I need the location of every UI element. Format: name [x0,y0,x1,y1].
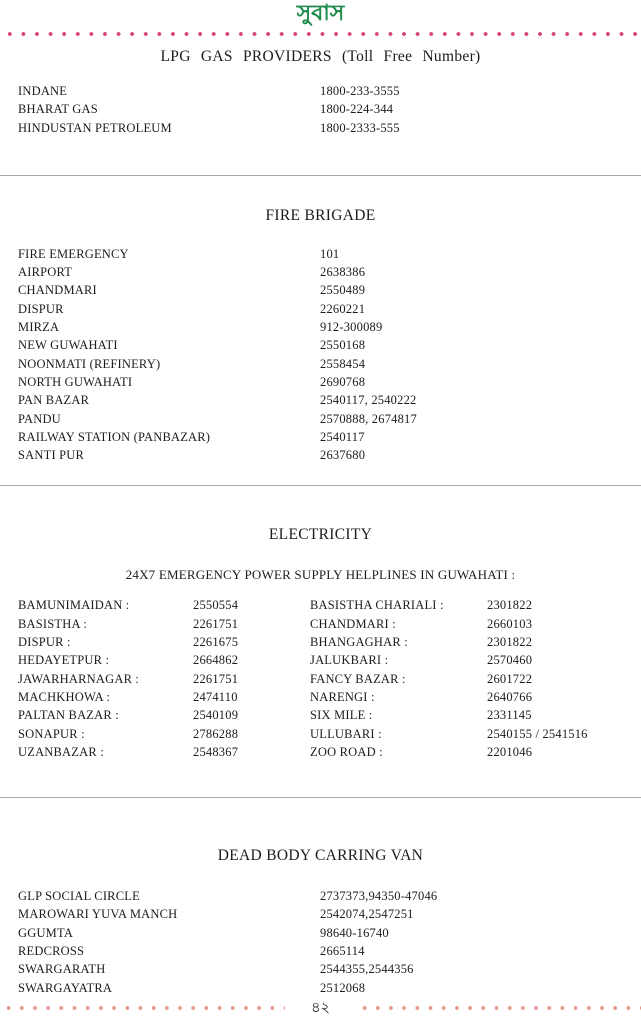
entry-number: 2570888, 2674817 [320,411,417,426]
entry-number: 98640-16740 [320,925,389,940]
directory-row [0,725,641,743]
entry-number: 2690768 [320,374,366,389]
entry-number: 2542074,2547251 [320,907,414,922]
entry-name: MACHKHOWA : [18,689,111,704]
entry-number: 2548367 [193,744,239,759]
entry-number: 1800-233-3555 [320,84,400,98]
fire-section-title: FIRE BRIGADE [265,206,376,224]
entry-name: PAN BAZAR [18,393,90,408]
directory-row [0,281,641,299]
entry-name: CHANDMARI [18,283,97,298]
bottom-dotted-rule-right [356,1005,641,1011]
entry-number: 2637680 [320,448,366,463]
directory-row [0,633,641,651]
entry-number: 2261751 [193,616,239,631]
directory-row [0,82,641,100]
entry-number: 2540155 / 2541516 [487,726,588,741]
directory-row [0,410,641,428]
entry-name: RAILWAY STATION (PANBAZAR) [18,429,211,444]
entry-name: BAMUNIMAIDAN : [18,598,130,613]
entry-name: NEW GUWAHATI [18,338,118,353]
directory-row [0,336,641,354]
page-footer [0,1000,641,1016]
masthead-title: সুবাস [296,0,345,25]
directory-row [0,391,641,409]
electricity-list [0,596,641,761]
directory-row [0,355,641,373]
entry-number: 2512068 [320,980,366,995]
entry-number: 2301822 [487,635,533,650]
entry-number: 2544355,2544356 [320,962,414,977]
directory-row [0,119,641,137]
directory-row [0,924,641,942]
entry-name: FIRE EMERGENCY [18,246,129,261]
entry-number: 2540117, 2540222 [320,393,417,408]
entry-number: 2558454 [320,356,366,371]
entry-name: PALTAN BAZAR : [18,708,119,723]
entry-name: NORTH GUWAHATI [18,374,133,389]
top-dotted-rule [0,31,641,37]
entry-name: MIRZA [18,320,60,335]
directory-row [0,960,641,978]
entry-name: ULLUBARI : [310,726,382,741]
entry-name: ZOO ROAD : [310,744,383,759]
entry-name: DISPUR [18,301,64,316]
section-divider [0,175,641,176]
bottom-dotted-rule-left [0,1005,285,1011]
entry-name: PANDU [18,411,61,426]
directory-row [0,615,641,633]
entry-name: SWARGARATH [18,962,106,977]
entry-name: REDCROSS [18,944,85,959]
entry-name: SWARGAYATRA [18,980,113,995]
section-divider [0,485,641,486]
entry-name: HEDAYETPUR : [18,653,110,668]
entry-number: 2665114 [320,944,365,959]
electricity-section-title: ELECTRICITY [268,526,373,544]
entry-name: UZANBAZAR : [18,744,104,759]
entry-number: 1800-2333-555 [320,120,400,135]
lpg-list [0,82,641,137]
directory-row [0,942,641,960]
entry-name: SIX MILE : [310,708,373,723]
entry-number: 2660103 [487,616,533,631]
entry-name: DISPUR : [18,635,71,650]
directory-row [0,373,641,391]
directory-row [0,743,641,761]
directory-row [0,428,641,446]
entry-name: BASISTHA : [18,616,88,631]
entry-number: 101 [320,246,340,261]
entry-name: BASISTHA CHARIALI : [310,598,444,613]
entry-name: JAWARHARNAGAR : [18,671,140,686]
directory-row [0,905,641,923]
entry-number: 2474110 [193,689,238,704]
entry-number: 2601722 [487,671,533,686]
directory-row [0,979,641,997]
entry-name: SANTI PUR [18,448,85,463]
entry-number: 2260221 [320,301,366,316]
page-number: ৪২ [311,1000,330,1016]
entry-number: 2640766 [487,689,533,704]
entry-name: BHANGAGHAR : [310,635,408,650]
entry-number: 2550489 [320,283,366,298]
section-divider [0,797,641,798]
entry-number: 2331145 [487,708,532,723]
entry-name: FANCY BAZAR : [310,671,406,686]
directory-row [0,596,641,614]
entry-number: 2786288 [193,726,239,741]
entry-name: MAROWARI YUVA MANCH [18,907,178,922]
entry-number: 912-300089 [320,320,383,335]
entry-name: NOONMATI (REFINERY) [18,356,161,371]
entry-number: 2261675 [193,635,239,650]
entry-number: 2540117 [320,429,365,444]
directory-row [0,651,641,669]
entry-number: 2261751 [193,671,239,686]
electricity-section-subtitle: 24X7 EMERGENCY POWER SUPPLY HELPLINES IN GUWAHATI : [125,567,516,583]
entry-number: 2550168 [320,338,366,353]
directory-row [0,263,641,281]
entry-name: JALUKBARI : [310,653,389,668]
entry-name: NARENGI : [310,689,375,704]
entry-name: HINDUSTAN PETROLEUM [18,120,172,135]
entry-number: 2570460 [487,653,533,668]
entry-number: 2201046 [487,744,533,759]
directory-row [0,446,641,464]
entry-name: INDANE [18,84,68,98]
entry-number: 2550554 [193,598,239,613]
directory-row [0,245,641,263]
directory-row [0,887,641,905]
entry-name: GGUMTA [18,925,74,940]
entry-number: 2664862 [193,653,239,668]
directory-row [0,318,641,336]
directory-row [0,688,641,706]
lpg-section-title: LPG GAS PROVIDERS (Toll Free Number) [160,48,481,65]
directory-row [0,670,641,688]
dead-body-van-section-title: DEAD BODY CARRING VAN [217,847,424,865]
entry-name: CHANDMARI : [310,616,396,631]
directory-row [0,100,641,118]
entry-number: 2737373,94350-47046 [320,889,438,904]
entry-name: SONAPUR : [18,726,85,741]
directory-row [0,706,641,724]
entry-number: 2638386 [320,265,366,280]
entry-name: BHARAT GAS [18,102,98,117]
directory-row [0,300,641,318]
entry-name: AIRPORT [18,265,73,280]
fire-list [0,245,641,465]
entry-number: 1800-224-344 [320,102,394,117]
entry-number: 2301822 [487,598,533,613]
dead-body-van-list [0,887,641,997]
entry-name: GLP SOCIAL CIRCLE [18,889,140,904]
entry-number: 2540109 [193,708,239,723]
